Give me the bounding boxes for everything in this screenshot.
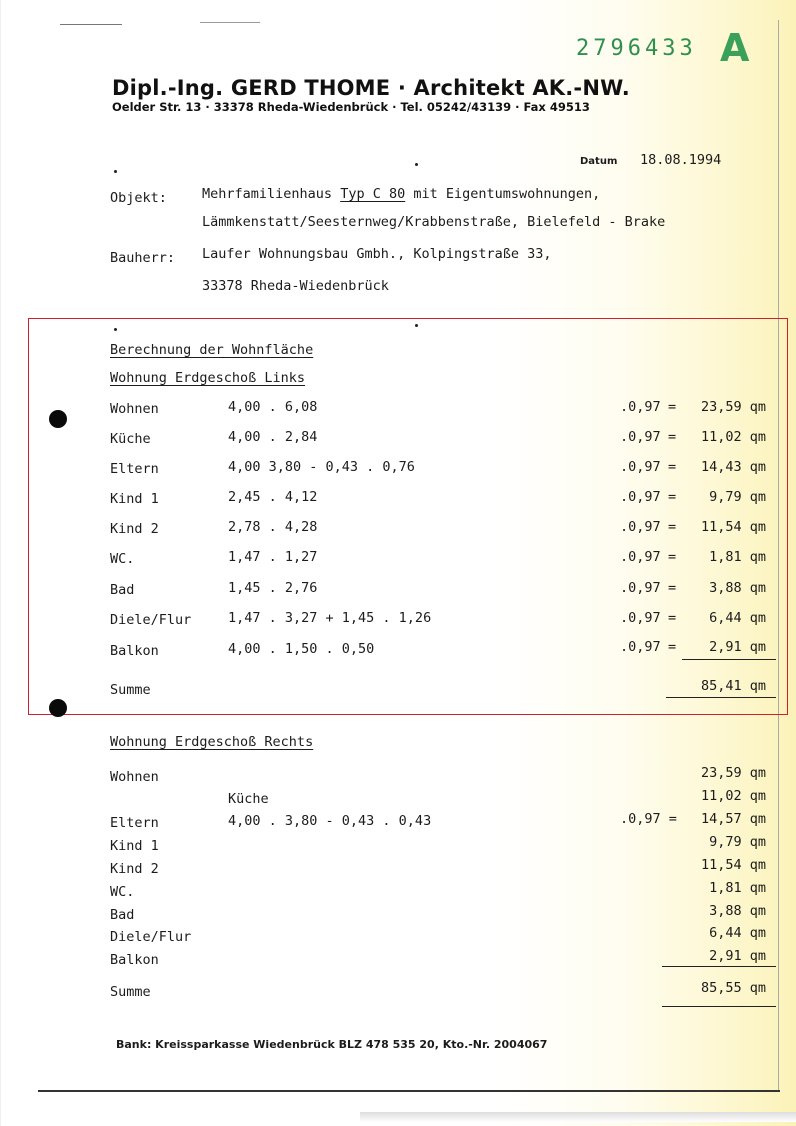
bauherr-line-2: 33378 Rheda-Wiedenbrück [202,278,389,294]
rechts-eltern-label: Eltern [110,815,159,831]
links-row-calc: 4,00 . 6,08 [228,399,318,415]
rechts-row-value: 11,54 qm [700,857,766,873]
rechts-row-label: Diele/Flur [110,929,192,945]
rechts-sum-value: 85,55 qm [700,980,766,996]
links-row-calc: 2,45 . 4,12 [228,489,318,505]
scan-shadow [360,1112,796,1122]
top-rule [60,24,122,25]
links-row-factor: .0,97 [620,489,661,505]
links-row-label: Kind 2 [110,521,159,537]
links-row-eq: = [668,580,677,596]
links-row-value: 3,88 qm [709,580,766,596]
objekt-line-2: Lämmkenstatt/Seesternweg/Krabbenstraße, Bielefeld - Brake [202,214,666,230]
punch-hole [49,410,67,428]
links-title: Wohnung Erdgeschoß Links [110,370,306,386]
links-row-calc: 1,47 . 3,27 + 1,45 . 1,26 [228,610,432,626]
rechts-row-label: Bad [110,907,135,923]
rechts-eltern-value: 14,57 qm [700,811,766,827]
letterhead-address: Oelder Str. 13 · 33378 Rheda-Wiedenbrück · Tel. 05242/43139 · Fax 49513 [112,100,590,114]
rechts-row-label: Kind 1 [110,838,159,854]
rechts-title: Wohnung Erdgeschoß Rechts [110,734,314,750]
mark-dot [114,170,117,173]
links-row-factor: .0,97 [620,519,661,535]
links-row-label: Bad [110,582,135,598]
links-row-factor: .0,97 [620,459,661,475]
rechts-row-value: 9,79 qm [709,834,766,850]
bauherr-label: Bauherr: [110,250,176,266]
datum-value: 18.08.1994 [640,152,722,168]
rechts-sum-underline [662,1006,776,1007]
links-row-value: 23,59 qm [700,399,766,415]
links-row-factor: .0,97 [620,610,661,626]
links-row-value: 11,54 qm [700,519,766,535]
objekt-label: Objekt: [110,190,167,206]
links-row-value: 2,91 qm [709,639,766,655]
links-row-factor: .0,97 [620,429,661,445]
datum-label: Datum [580,156,618,167]
links-row-value: 14,43 qm [700,459,766,475]
links-sum-value: 85,41 qm [700,678,766,694]
document-letter: A [720,26,750,70]
links-row-label: Balkon [110,643,159,659]
links-sum-rule [682,659,776,660]
links-row-calc: 2,78 . 4,28 [228,519,318,535]
rechts-kueche-label: Küche [228,791,269,807]
rechts-eltern-factor: .0,97 = [620,811,677,827]
bank-info: Bank: Kreissparkasse Wiedenbrück BLZ 478 535 20, Kto.-Nr. 2004067 [116,1038,548,1051]
links-row-eq: = [668,519,677,535]
links-row-calc: 4,00 . 1,50 . 0,50 [228,641,375,657]
rechts-row-label: Balkon [110,952,159,968]
links-sum-label: Summe [110,682,151,698]
rechts-row-label: Kind 2 [110,861,159,877]
links-row-value: 11,02 qm [700,429,766,445]
links-row-eq: = [668,459,677,475]
objekt-line-1-pre: Mehrfamilienhaus [202,186,333,202]
links-row-eq: = [668,639,677,655]
rechts-kueche-value: 11,02 qm [700,788,766,804]
page-border-bottom [38,1090,780,1092]
mark-dot [415,163,418,166]
links-row-eq: = [668,429,677,445]
links-row-factor: .0,97 [620,399,661,415]
links-row-value: 6,44 qm [709,610,766,626]
links-row-eq: = [668,489,677,505]
links-row-label: Küche [110,431,151,447]
scan-edge [0,0,1,1126]
mark-dot [415,324,418,327]
rechts-row-value: 6,44 qm [709,925,766,941]
rechts-row-value: 1,81 qm [709,880,766,896]
links-sum-underline [666,697,776,698]
links-row-eq: = [668,399,677,415]
links-row-value: 9,79 qm [709,489,766,505]
links-row-calc: 4,00 3,80 - 0,43 . 0,76 [228,459,415,475]
objekt-line-1 [202,186,600,202]
rechts-row-value: 2,91 qm [709,948,766,964]
rechts-wohnen-value: 23,59 qm [700,765,766,781]
links-row-factor: .0,97 [620,639,661,655]
rechts-sum-label: Summe [110,984,151,1000]
links-row-factor: .0,97 [620,549,661,565]
punch-hole [49,699,67,717]
links-row-calc: 4,00 . 2,84 [228,429,318,445]
rechts-row-value: 3,88 qm [709,903,766,919]
rechts-row-label: WC. [110,884,135,900]
links-row-calc: 1,45 . 2,76 [228,580,318,596]
mark-dot [114,328,117,331]
links-row-label: WC. [110,551,135,567]
links-row-eq: = [668,549,677,565]
bauherr-line-1: Laufer Wohnungsbau Gmbh., Kolpingstraße 33, [202,246,552,262]
links-row-value: 1,81 qm [709,549,766,565]
links-row-eq: = [668,610,677,626]
rechts-wohnen-label: Wohnen [110,769,159,785]
links-row-calc: 1,47 . 1,27 [228,549,318,565]
links-row-label: Wohnen [110,401,159,417]
rechts-eltern-calc: 4,00 . 3,80 - 0,43 . 0,43 [228,813,432,829]
links-row-factor: .0,97 [620,580,661,596]
links-row-label: Eltern [110,461,159,477]
section-title: Berechnung der Wohnfläche [110,342,314,358]
objekt-line-1-post: mit Eigentumswohnungen, [413,186,601,202]
links-row-label: Diele/Flur [110,612,192,628]
top-rule-2 [200,22,260,23]
links-row-label: Kind 1 [110,491,159,507]
objekt-typ: Typ C 80 [340,186,406,202]
letterhead-name: Dipl.-Ing. GERD THOME · Architekt AK.-NW. [112,76,630,100]
rechts-sum-rule [662,966,776,967]
document-number: 2796433 [576,36,697,61]
